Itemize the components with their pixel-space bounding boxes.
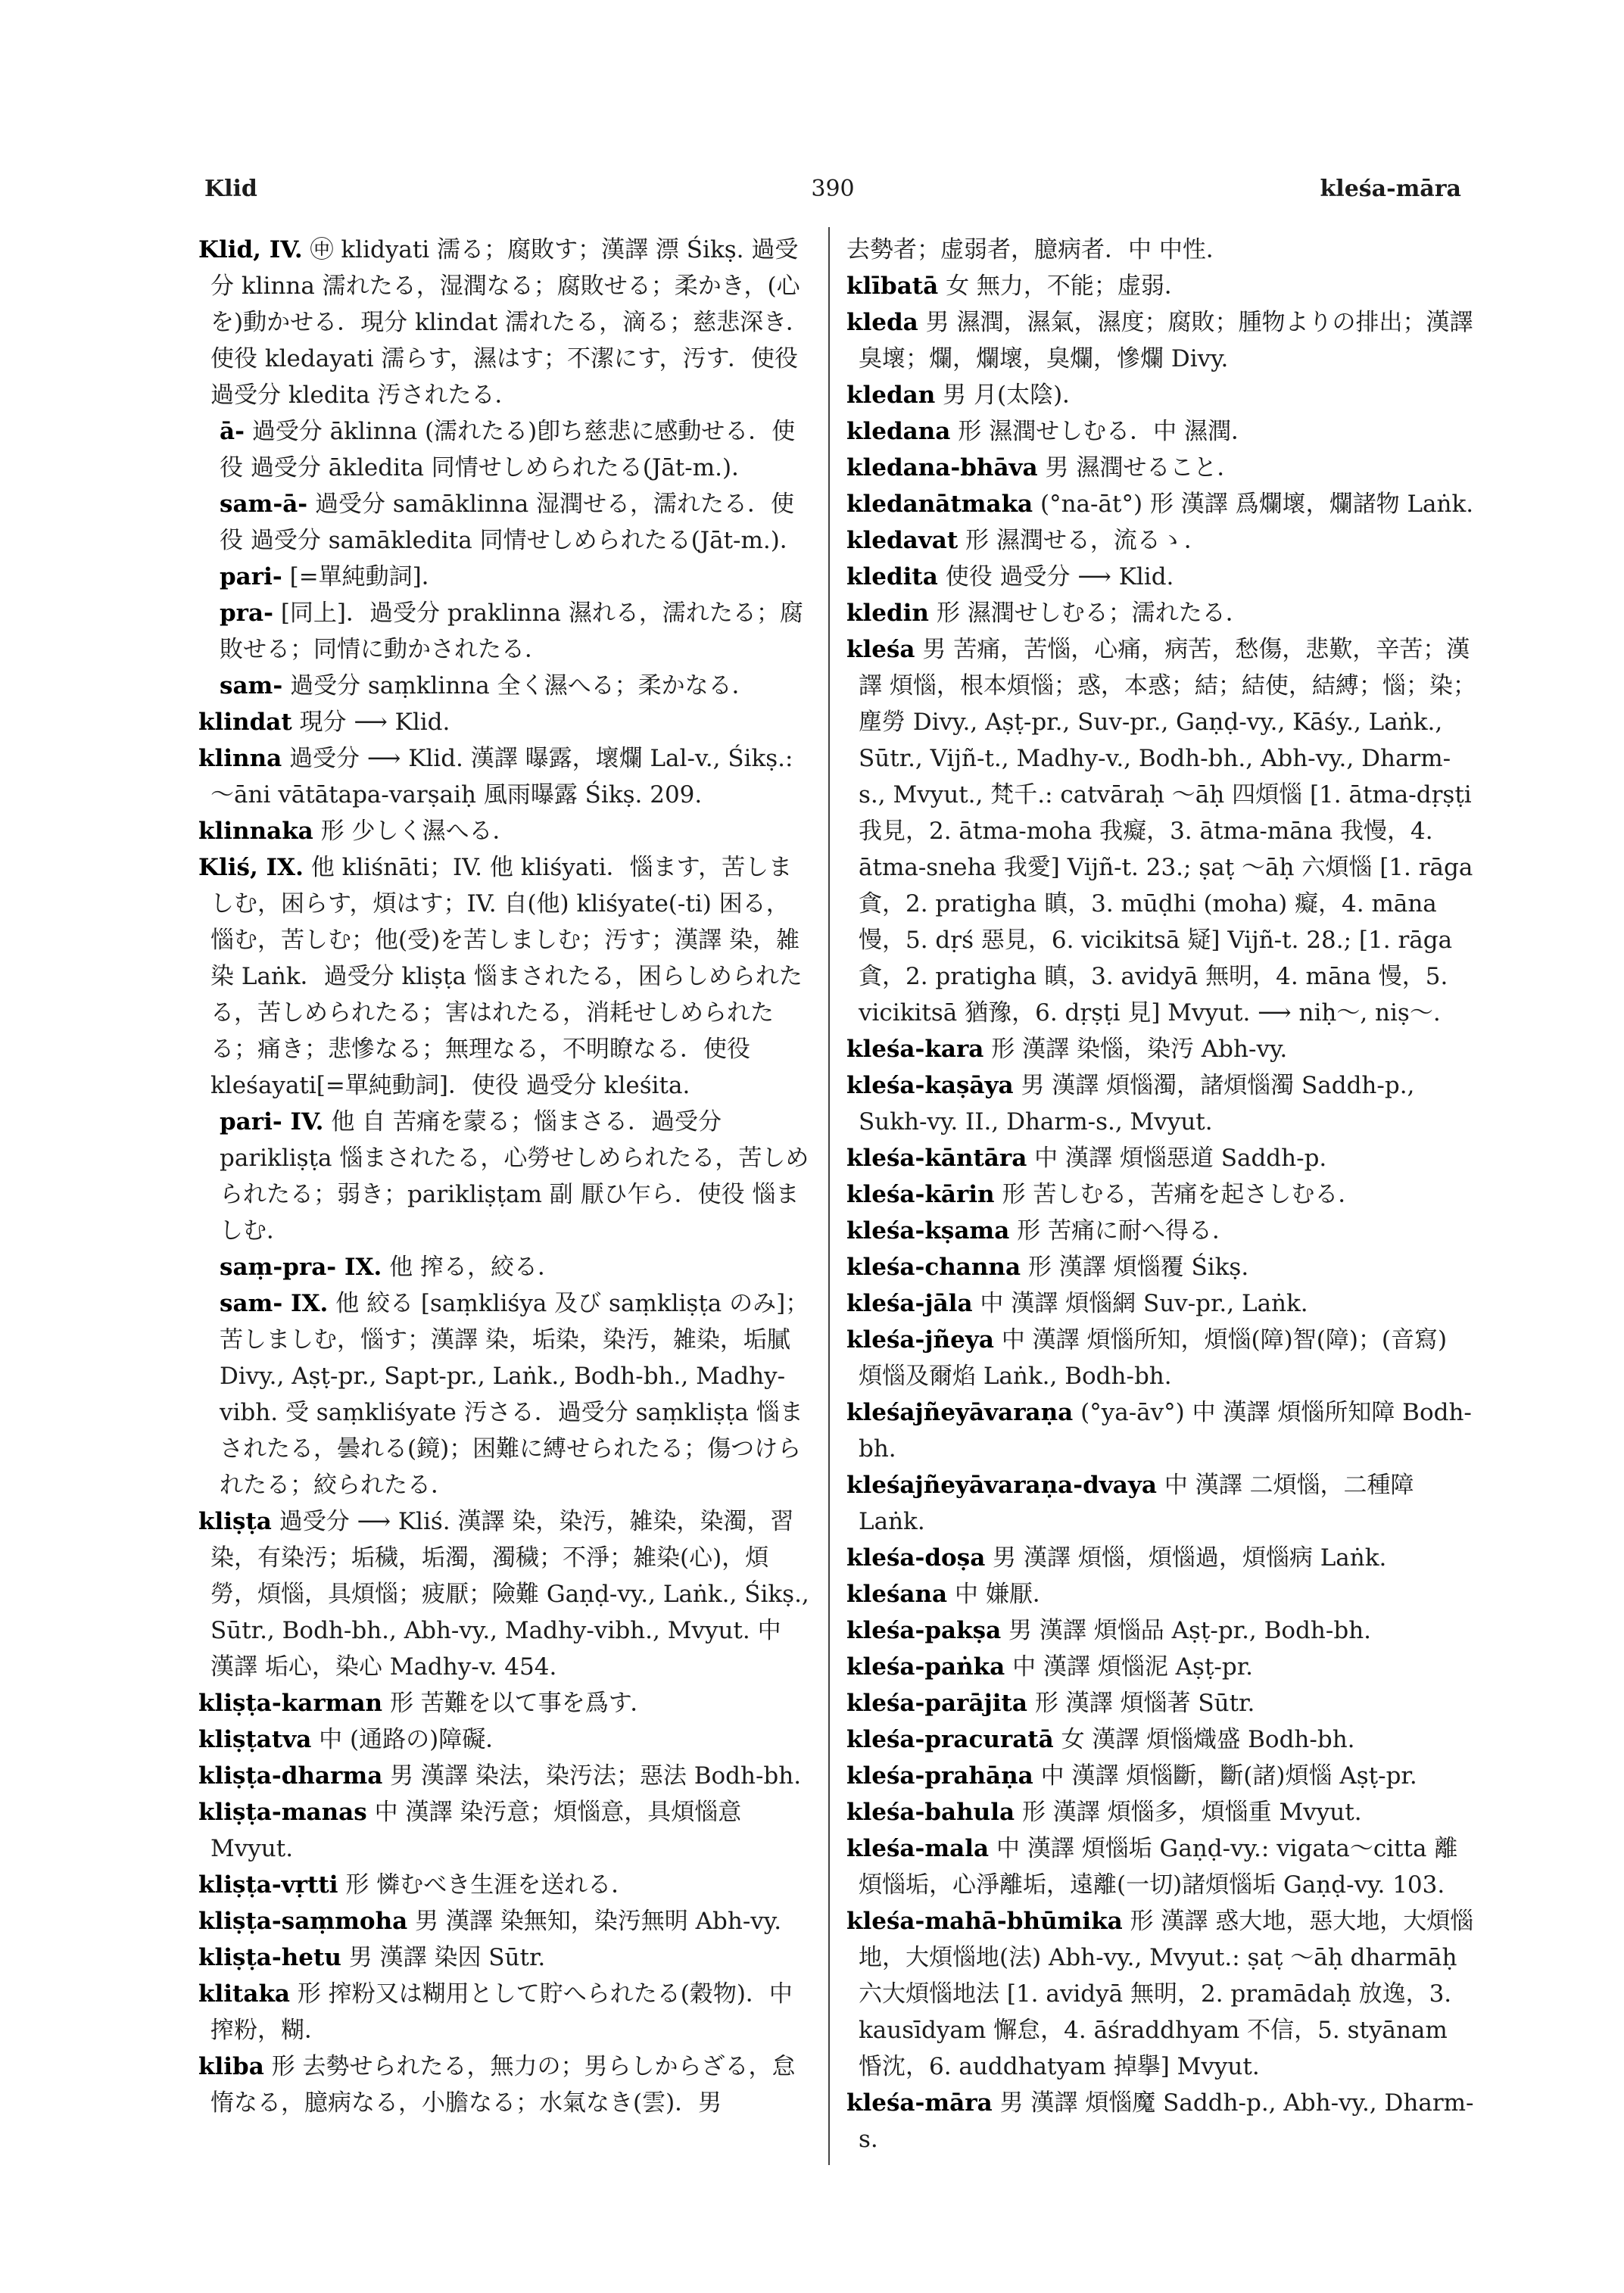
dictionary-entry [846,1794,1476,1830]
entry-headword: kleśa-kaṣāya [846,1072,1014,1099]
entry-headword: kleśa-bahula [846,1799,1015,1826]
running-head [204,176,1461,221]
entry-headword: sam- IX. [220,1290,329,1317]
entry-headword: kleda [846,309,918,336]
entry-headword: kleśa-pakṣa [846,1617,1002,1644]
left-column [198,232,812,2170]
dictionary-entry [846,1467,1476,1540]
entry-headword: kleśana [846,1581,948,1608]
entry-definition: 他 絞る [saṃkliśya 及び saṃkliṣṭa のみ]；苦しましむ，惱す；漢譯 染，垢染，染汚，雑染，垢膩 Divy., Aṣṭ-pr., Sapt-pr., Laṅk., Bodh-bh., Madhy-vibh. 受 saṃkliśyate 汚さる．過受分 saṃkliṣṭa 惱まされたる，曇れる(鏡)；困難に縛せられたる；傷つけられたる；絞られたる． [220,1290,809,1499]
dictionary-entry [198,849,812,1104]
entry-headword: kledavat [846,527,959,554]
dictionary-entry [846,1649,1476,1685]
entry-definition: 使役 過受分 ⟶ Klid. [945,563,1174,590]
entry-headword: pari- IV. [220,1108,324,1136]
entry-headword: Kliś, IX. [198,854,304,881]
dictionary-entry [846,2085,1476,2157]
entry-definition: 男 漢譯 染無知，染汚無明 Abh-vy. [415,1908,782,1935]
entry-headword: kliṣṭa-karman [198,1690,383,1717]
entry-definition: 形 漢譯 染惱，染汚 Abh-vy. [991,1036,1288,1063]
entry-headword: kleśa-mala [846,1835,990,1862]
dictionary-entry [198,1758,812,1794]
entry-headword: kliṣṭa-dharma [198,1762,383,1790]
entry-definition: 女 無力，不能；虚弱． [946,273,1188,300]
entry-headword: kleśa-jñeya [846,1326,994,1354]
entry-definition: 中 嫌厭． [955,1581,1056,1608]
entry-definition: 去勢者；虚弱者，臆病者．中 中性． [846,236,1230,263]
entry-headword: kleśa-prahāṇa [846,1762,1033,1790]
entry-definition: 形 苦痛に耐へ得る． [1017,1217,1236,1245]
entry-headword: kledana [846,418,951,445]
entry-definition: 形 憐むべき生涯を送れる． [345,1871,635,1899]
dictionary-entry [198,486,812,559]
entry-headword: kleśa-kārin [846,1181,995,1208]
dictionary-entry [846,1394,1476,1467]
entry-headword: klinnaka [198,818,313,845]
dictionary-entry [846,1903,1476,2085]
entry-definition: 過受分 ⟶ Kliś. 漢譯 染，染汚，雑染，染濁，習染，有染汚；垢穢，垢濁，濁穢；不淨；雑染(心)，煩勞，煩惱，具煩惱；疲厭；險難 Gaṇḍ-vy., Laṅk., Śikṣ., Sūtr., Bodh-bh., Abh-vy., Madhy-vibh., Mvyut. 中 漢譯 垢心，染心 Madhy-v. 454. [210,1508,809,1681]
entry-headword: kliṣṭatva [198,1726,312,1753]
entry-definition: 中 漢譯 煩惱泥 Aṣṭ-pr. [1012,1653,1254,1681]
entry-definition: 形 搾粉又は糊用として貯へられたる(穀物)．中 搾粉，糊． [210,1980,793,2044]
entry-definition: 中 漢譯 染汚意；煩惱意，具煩惱意 Mvyut. [210,1799,742,1862]
entry-definition: 他 kliśnāti；IV. 他 kliśyati．惱ます，苦しましむ，困らす，煩はす；IV. 自(他) kliśyate(-ti) 困る，惱む，苦しむ；他(受)を苦しましむ；汚す；漢譯 染，雑染 Laṅk．過受分 kliṣṭa 惱まされたる，困らしめられたる，苦しめられたる；害はれたる，消耗せしめられたる；痛き；悲慘なる；無理なる，不明瞭なる．使役 kleśayati[=單純動詞]．使役 過受分 kleśita. [210,854,803,1099]
entry-definition: 形 漢譯 煩惱多，煩惱重 Mvyut. [1021,1799,1362,1826]
entry-definition: 過受分 ⟶ Klid. 漢譯 曝露，壞爛 Lal-v., Śikṣ.: 〜āni vātātapa-varṣaiḥ 風雨曝露 Śikṣ. 209. [210,745,793,808]
entry-definition: 形 濕潤せる，流るゝ． [965,527,1208,554]
entry-definition: 男 漢譯 煩惱濁，諸煩惱濁 Saddh-p., Sukh-vy. II., Dharm-s., Mvyut. [859,1072,1415,1136]
dictionary-entry [846,1830,1476,1903]
dictionary-entry [846,559,1476,595]
dictionary-entry [198,740,812,813]
dictionary-entry [846,1213,1476,1249]
column-divider [828,227,830,2165]
entry-headword: kledan [846,382,936,409]
entry-definition: 男 漢譯 煩惱，煩惱過，煩惱病 Laṅk. [993,1544,1387,1572]
dictionary-entry [846,1176,1476,1213]
entry-definition: 過受分 saṃklinna 全く濕へる；柔かなる． [290,672,756,699]
entry-headword: kleśa-doṣa [846,1544,986,1572]
left-guide-word: Klid [204,176,257,202]
dictionary-entry [198,813,812,849]
dictionary-entry [198,1503,812,1685]
entry-headword: saṃ-pra- IX. [220,1254,382,1281]
entry-definition: 形 漢譯 煩惱著 Sūtr. [1034,1690,1255,1717]
entry-headword: kleśa-paṅka [846,1653,1005,1681]
entry-definition: 形 濕潤せしむる；濡れたる． [936,600,1249,627]
dictionary-entry [198,1721,812,1758]
dictionary-entry [846,413,1476,450]
dictionary-entry [198,1976,812,2048]
entry-definition: 過受分 āklinna (濡れたる)卽ち慈悲に感動せる．使役 過受分 ākledita 同情せしめられたる(Jāt-m.)． [220,418,796,481]
entry-definition: 男 漢譯 煩惱魔 Saddh-p., Abh-vy., Dharm-s. [859,2089,1474,2153]
entry-definition: 中 漢譯 煩惱惡道 Saddh-p. [1034,1145,1327,1172]
dictionary-entry [846,1140,1476,1176]
dictionary-entry [846,232,1476,268]
entry-headword: kliṣṭa-manas [198,1799,367,1826]
entry-headword: kleśa [846,636,915,663]
entry-headword: kliṣṭa [198,1508,272,1535]
dictionary-entry [846,1758,1476,1794]
dictionary-entry [846,1685,1476,1721]
entry-definition: 男 月(太陰)． [943,382,1086,409]
dictionary-entry [198,1285,812,1503]
entry-definition: 他 自 苦痛を蒙る；惱まさる．過受分 parikliṣṭa 惱まされたる，心勞せしめられたる，苦しめられたる；弱き；parikliṣṭam 副 厭ひ乍ら．使役 惱ましむ． [220,1108,809,1245]
entry-definition: 過受分 samāklinna 湿潤せる，濡れたる．使役 過受分 samākledita 同情せしめられたる(Jāt-m.)． [220,491,803,554]
dictionary-entry [198,1867,812,1903]
entry-headword: klitaka [198,1980,291,2008]
entry-definition: 形 去勢せられたる，無力の；男らしからざる，怠惰なる，臆病なる，小膽なる；水氣なき(雲)．男 [210,2053,796,2117]
entry-definition: 男 濕潤せること． [1045,454,1241,481]
right-guide-word: kleśa-māra [1320,176,1461,202]
entry-definition: 男 濕潤，濕氣，濕度；腐敗；腫物よりの排出；漢譯 臭壞；爛，爛壞，臭爛，慘爛 Divy. [859,309,1473,372]
entry-headword: kleśa-channa [846,1254,1021,1281]
dictionary-entry [846,631,1476,1031]
dictionary-entry [846,1576,1476,1612]
entry-definition: 他 搾る，絞る． [389,1254,562,1281]
dictionary-entry [198,559,812,595]
entry-headword: klindat [198,709,292,736]
entry-definition: 形 濕潤せしむる．中 濕潤． [958,418,1255,445]
dictionary-entry [846,450,1476,486]
entry-definition: [同上]．過受分 praklinna 濕れる，濡れたる；腐敗せる；同情に動かされたる． [220,600,803,663]
entry-definition: 中 漢譯 煩惱斷，斷(諸)煩惱 Aṣṭ-pr. [1040,1762,1417,1790]
entry-definition: 男 漢譯 煩惱品 Aṣṭ-pr., Bodh-bh. [1008,1617,1372,1644]
dictionary-entry [846,1322,1476,1394]
dictionary-entry [198,232,812,413]
entry-headword: pari- [220,563,282,590]
dictionary-entry [846,268,1476,304]
dictionary-entry [846,595,1476,631]
entry-definition: 中 漢譯 煩惱所知，煩惱(障)智(障)；(音寫) 煩惱及爾焰 Laṅk., Bodh-bh. [859,1326,1448,1390]
dictionary-entry [198,668,812,704]
entry-headword: kledana-bhāva [846,454,1038,481]
entry-headword: kledanātmaka [846,491,1033,518]
entry-headword: kliṣṭa-hetu [198,1944,341,1971]
entry-headword: Klid, IV. [198,236,303,263]
entry-headword: ā- [220,418,245,445]
entry-headword: sam- [220,672,283,699]
entry-headword: kleśa-pracuratā [846,1726,1054,1753]
dictionary-entry [846,304,1476,377]
dictionary-entry [198,413,812,486]
entry-headword: sam-ā- [220,491,308,518]
right-column [846,232,1476,2170]
entry-headword: kledita [846,563,938,590]
entry-definition: 形 漢譯 煩惱覆 Śikṣ. [1027,1254,1249,1281]
entry-headword: pra- [220,600,273,627]
entry-headword: kleśa-parājita [846,1690,1027,1717]
dictionary-entry [846,1067,1476,1140]
entry-headword: kleśa-māra [846,2089,993,2117]
entry-definition: 形 少しく濕へる． [320,818,516,845]
entry-definition: 女 漢譯 煩惱熾盛 Bodh-bh. [1061,1726,1355,1753]
dictionary-entry [846,1031,1476,1067]
dictionary-entry [846,1285,1476,1322]
dictionary-entry [846,1612,1476,1649]
dictionary-entry [846,1721,1476,1758]
dictionary-entry [846,486,1476,522]
entry-headword: klinna [198,745,282,772]
entry-definition: 現分 ⟶ Klid. [299,709,450,736]
entry-definition: 中 漢譯 二煩惱，二種障 Laṅk. [859,1472,1414,1535]
dictionary-entry [198,1794,812,1867]
entry-headword: kleśajñeyāvaraṇa-dvaya [846,1472,1157,1499]
dictionary-entry [198,595,812,668]
dictionary-entry [846,1540,1476,1576]
entry-definition: 男 漢譯 染因 Sūtr. [348,1944,546,1971]
entry-definition: 中 (通路の)障礙． [319,1726,510,1753]
entry-headword: kliṣṭa-vṛtti [198,1871,338,1899]
entry-definition: ㊥ klidyati 濡る；腐敗す；漢譯 漂 Śikṣ. 過受分 klinna 濡れたる，湿潤なる；腐敗せる；柔かき，(心を)動かせる．現分 klindat 濡れたる，滴る；慈悲深き．使役 kledayati 濡らす，濕はす；不潔にす，汚す．使役 過受分 kledita 汚されたる． [210,236,809,409]
entry-definition: 形 苦しむる，苦痛を起さしむる． [1002,1181,1362,1208]
dictionary-entry [198,1104,812,1249]
entry-headword: kliṣṭa-saṃmoha [198,1908,408,1935]
entry-headword: kleśa-kṣama [846,1217,1010,1245]
entry-definition: 形 苦難を以て事を爲す． [389,1690,654,1717]
entry-headword: klībatā [846,273,939,300]
dictionary-entry [198,1903,812,1939]
entry-definition: 男 苦痛，苦惱，心痛，病苦，愁傷，悲歎，辛苦；漢譯 煩惱，根本煩惱；惑，本惑；結；結使，結縛；惱；染；塵勞 Divy., Aṣṭ-pr., Suv-pr., Gaṇḍ-vy., Kāśy., Laṅk., Sūtr., Vijñ-t., Madhy-v., Bodh-bh., Abh-vy., Dharm-s., Mvyut., 梵千.: catvāraḥ 〜āḥ 四煩惱 [1. ātma-dṛṣṭi 我見，2. ātma-moha 我癡，3. ātma-māna 我慢，4. ātma-sneha 我愛] Vijñ-t. 23.; ṣaṭ 〜āḥ 六煩惱 [1. rāga 貪，2. pratigha 瞋，3. mūḍhi (moha) 癡，4. māna 慢，5. dṛś 惡見，6. vicikitsā 疑] Vijñ-t. 28.; [1. rāga 貪，2. pratigha 瞋，3. avidyā 無明，4. māna 慢，5. vicikitsā 猶豫，6. dṛṣṭi 見] Mvyut. ⟶ niḥ〜, niṣ〜. [859,636,1476,1027]
dictionary-entry [198,1939,812,1976]
entry-definition: (°ya-āv°) 中 漢譯 煩惱所知障 Bodh-bh. [859,1399,1472,1463]
entry-definition: 男 漢譯 染法，染汚法；惡法 Bodh-bh. [390,1762,802,1790]
entry-definition: 中 漢譯 煩惱網 Suv-pr., Laṅk. [980,1290,1308,1317]
entry-headword: kleśa-kāntāra [846,1145,1027,1172]
dictionary-entry [846,522,1476,559]
entry-definition: 形 漢譯 惑大地，惡大地，大煩惱地，大煩惱地(法) Abh-vy., Mvyut.: ṣaṭ 〜āḥ dharmāḥ 六大煩惱地法 [1. avidyā 無明，2. pramādaḥ 放逸，3. kausīdyam 懈怠，4. āśraddhyam 不信，5. styānam 惛沈，6. auddhatyam 掉擧] Mvyut. [859,1908,1474,2080]
entry-headword: kleśa-jāla [846,1290,973,1317]
dictionary-entry [198,704,812,740]
entry-definition: 中 漢譯 煩惱垢 Gaṇḍ-vy.: vigata〜citta 離煩惱垢，心淨離垢，遠離(一切)諸煩惱垢 Gaṇḍ-vy. 103. [859,1835,1458,1899]
page-number: 390 [811,176,855,202]
dictionary-entry [846,377,1476,413]
dictionary-entry [198,2048,812,2121]
dictionary-entry [846,1249,1476,1285]
dictionary-entry [198,1685,812,1721]
entry-headword: kledin [846,600,929,627]
entry-definition: [=單純動詞]． [289,563,445,590]
entry-headword: kleśajñeyāvaraṇa [846,1399,1074,1426]
entry-headword: kleśa-mahā-bhūmika [846,1908,1123,1935]
entry-headword: kliba [198,2053,264,2080]
entry-definition: (°na-āt°) 形 漢譯 爲爛壞，爛諸物 Laṅk. [1040,491,1474,518]
entry-headword: kleśa-kara [846,1036,984,1063]
dictionary-entry [198,1249,812,1285]
